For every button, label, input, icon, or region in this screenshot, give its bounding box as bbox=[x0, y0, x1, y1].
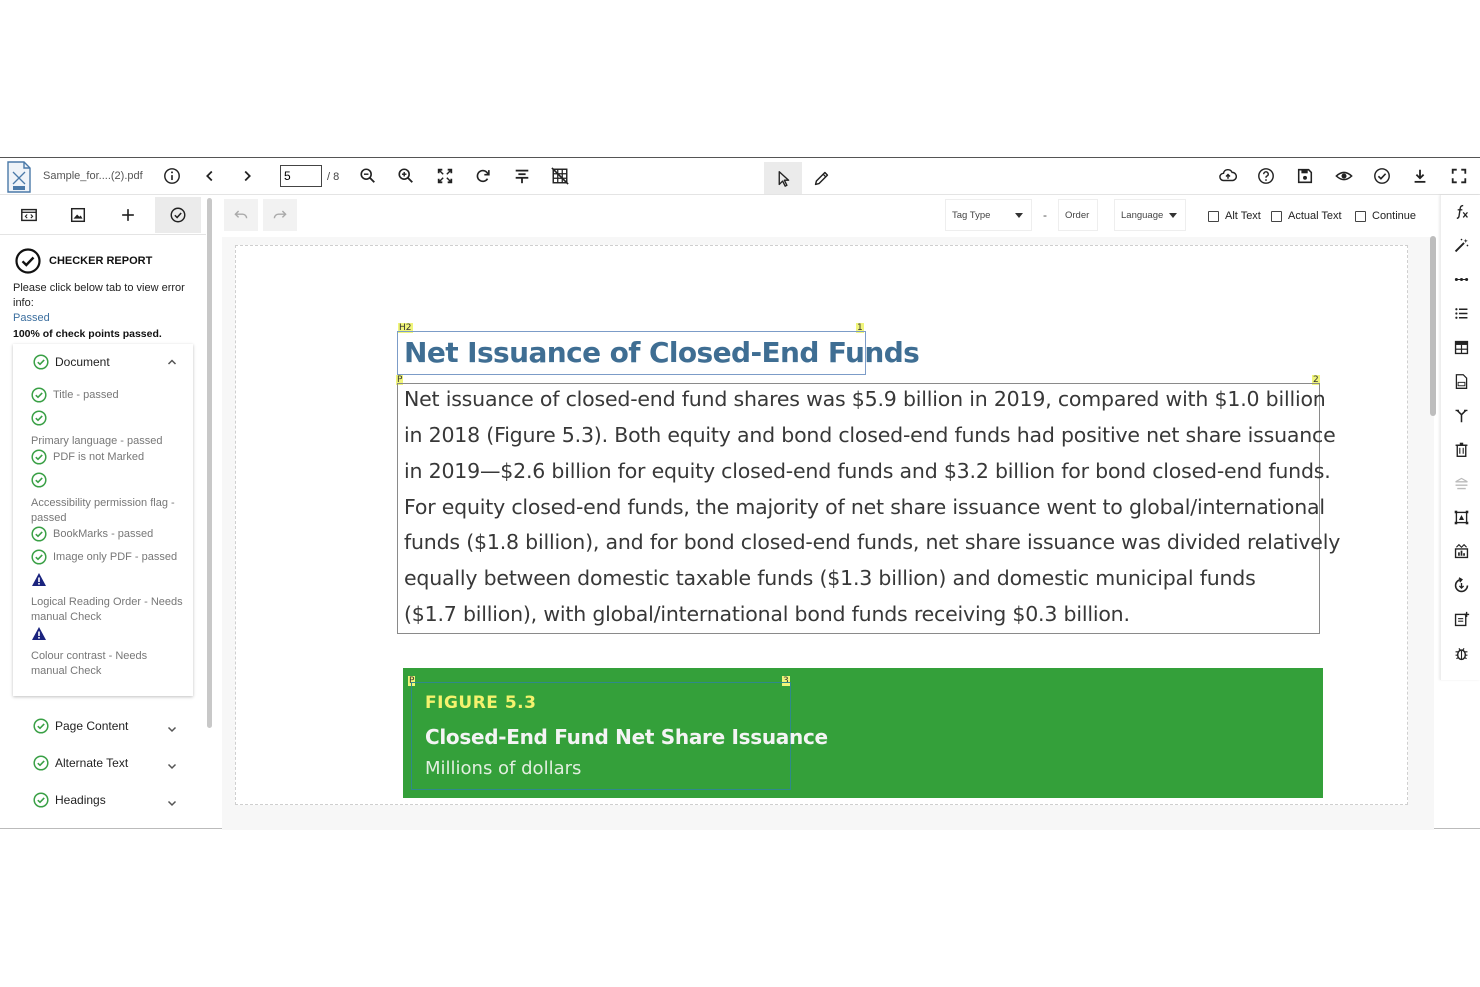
chart-tool-button[interactable] bbox=[1447, 537, 1475, 565]
checkbox-box[interactable] bbox=[1208, 211, 1219, 222]
check-item-image-only: Image only PDF - passed bbox=[31, 549, 186, 565]
checkbox-box[interactable] bbox=[1355, 211, 1366, 222]
actual-text-checkbox[interactable] bbox=[1271, 210, 1342, 222]
paragraph-tag-box[interactable] bbox=[397, 383, 1341, 634]
heading-tag-box[interactable] bbox=[397, 331, 920, 375]
continue-checkbox[interactable] bbox=[1355, 210, 1416, 222]
section-headings[interactable]: Headings bbox=[33, 792, 106, 808]
plus-icon bbox=[119, 206, 137, 224]
chevron-down-icon[interactable] bbox=[166, 760, 178, 772]
check-item-pdf-marked: PDF is not Marked bbox=[31, 449, 186, 465]
bug-icon bbox=[1453, 645, 1470, 662]
checker-report-panel bbox=[0, 236, 206, 830]
reading-order-button[interactable] bbox=[506, 158, 538, 194]
check-circle-icon bbox=[31, 410, 47, 426]
zoom-in-button[interactable] bbox=[390, 158, 422, 194]
figure-order-badge[interactable]: 3 bbox=[783, 676, 789, 686]
sync-arrows-icon bbox=[1453, 577, 1470, 594]
reorder-tool-button[interactable] bbox=[1447, 571, 1475, 599]
check-circle-icon bbox=[31, 472, 47, 488]
alt-text-checkbox[interactable] bbox=[1208, 210, 1261, 222]
order-label: Order bbox=[1065, 209, 1090, 221]
alt-text-label: Alt Text bbox=[1225, 210, 1261, 222]
check-item-accessibility-flag: Accessibility permission flag - passed bbox=[31, 472, 186, 526]
document-tool-button[interactable] bbox=[1447, 367, 1475, 395]
figure-tag-box[interactable] bbox=[411, 682, 828, 790]
paragraph-line: equally between domestic taxable funds ($1.3 billion) and domestic municipal funds bbox=[404, 566, 1256, 590]
file-document-icon bbox=[1453, 373, 1470, 390]
table-icon bbox=[1453, 339, 1470, 356]
list-tool-button[interactable] bbox=[1447, 299, 1475, 327]
grid-overlay-button[interactable] bbox=[544, 158, 576, 194]
checker-info-text: Please click below tab to view error info: bbox=[13, 282, 185, 309]
figure-tag-badge[interactable]: P bbox=[409, 676, 415, 686]
artifact-tool-button[interactable] bbox=[1447, 469, 1475, 497]
note-add-icon bbox=[1453, 611, 1470, 628]
document-section-header[interactable] bbox=[33, 354, 110, 370]
left-panel-scrollbar[interactable] bbox=[207, 198, 212, 728]
paragraph-tag-badge[interactable]: P bbox=[397, 375, 403, 385]
check-circle-icon bbox=[1373, 167, 1391, 185]
redo-icon bbox=[272, 207, 288, 223]
check-item-colour-contrast: Colour contrast - Needs manual Check bbox=[31, 626, 186, 679]
pdf-file-icon bbox=[6, 161, 32, 193]
info-button[interactable] bbox=[156, 158, 188, 194]
image-icon bbox=[69, 206, 87, 224]
check-circle-icon bbox=[33, 354, 49, 370]
table-tool-button[interactable] bbox=[1447, 333, 1475, 361]
page-number-input[interactable] bbox=[280, 165, 322, 187]
tab-tags[interactable] bbox=[6, 197, 52, 233]
code-window-icon bbox=[20, 206, 38, 224]
auto-tag-button[interactable] bbox=[1447, 231, 1475, 259]
list-icon bbox=[1453, 305, 1470, 322]
download-button[interactable] bbox=[1404, 158, 1436, 194]
file-name: Sample_for....(2).pdf bbox=[43, 170, 143, 182]
tab-add[interactable] bbox=[105, 197, 151, 233]
tag-type-label: Tag Type bbox=[952, 209, 991, 221]
figure-title: Closed-End Fund Net Share Issuance bbox=[425, 725, 828, 749]
section-page-content[interactable]: Page Content bbox=[33, 718, 128, 734]
help-icon bbox=[1257, 167, 1275, 185]
magic-wand-icon bbox=[1453, 237, 1470, 254]
figure-label: FIGURE 5.3 bbox=[425, 693, 537, 713]
draw-tool-button[interactable] bbox=[804, 162, 838, 194]
undo-button[interactable] bbox=[224, 199, 258, 231]
caret-down-icon bbox=[1015, 213, 1023, 218]
warning-triangle-icon bbox=[31, 626, 47, 641]
check-accessibility-button[interactable] bbox=[1366, 158, 1398, 194]
heading-order-badge[interactable]: 1 bbox=[857, 323, 863, 333]
paragraph-line: Net issuance of closed-end fund shares was $5.9 billion in 2019, compared with $1.0 billion bbox=[404, 387, 1326, 411]
upload-cloud-button[interactable] bbox=[1212, 158, 1244, 194]
main-toolbar bbox=[0, 158, 1480, 195]
delete-tool-button[interactable] bbox=[1447, 435, 1475, 463]
warning-triangle-icon bbox=[31, 572, 47, 587]
paragraph-line: funds ($1.8 billion), and for bond closed-end funds, net share issuance was divided relatively bbox=[404, 530, 1341, 554]
figure-banner bbox=[403, 668, 1323, 798]
document-section-card bbox=[13, 344, 193, 696]
left-panel-tabs bbox=[0, 195, 206, 235]
overall-status: Passed bbox=[13, 312, 50, 324]
check-circle-icon bbox=[169, 206, 187, 224]
paragraph-line: ($1.7 billion), with global/international bond funds receiving $0.3 billion. bbox=[404, 602, 1130, 626]
separator-dash: - bbox=[1043, 208, 1047, 222]
cloud-upload-icon bbox=[1219, 167, 1237, 185]
page-heading: Net Issuance of Closed-End Funds bbox=[404, 336, 920, 369]
paragraph-order-badge[interactable]: 2 bbox=[1313, 375, 1319, 385]
save-button[interactable] bbox=[1289, 158, 1321, 194]
cursor-arrow-icon bbox=[775, 170, 792, 187]
select-tool-button[interactable] bbox=[764, 162, 802, 194]
redo-button[interactable] bbox=[263, 199, 297, 231]
pencil-icon bbox=[813, 170, 830, 187]
continue-label: Continue bbox=[1372, 210, 1417, 222]
more-horizontal-icon bbox=[1453, 271, 1470, 288]
check-item-reading-order: Logical Reading Order - Needs manual Check bbox=[31, 572, 186, 625]
image-frame-icon bbox=[1453, 509, 1470, 526]
grid-off-icon bbox=[551, 167, 569, 185]
checker-report-title: CHECKER REPORT bbox=[49, 255, 153, 267]
pdf-page bbox=[235, 245, 1408, 805]
function-icon bbox=[1453, 203, 1470, 220]
formula-tool-button[interactable] bbox=[1447, 197, 1475, 225]
eye-icon bbox=[1335, 167, 1353, 185]
tab-images[interactable] bbox=[55, 197, 101, 233]
zoom-out-icon bbox=[359, 167, 377, 185]
check-circle-icon bbox=[33, 755, 49, 771]
help-button[interactable] bbox=[1250, 158, 1282, 194]
check-circle-icon bbox=[33, 718, 49, 734]
rotate-button[interactable] bbox=[467, 158, 499, 194]
note-tool-button[interactable] bbox=[1447, 605, 1475, 633]
checkpoints-summary: 100% of check points passed. bbox=[13, 328, 162, 340]
report-check-icon bbox=[15, 248, 41, 274]
chevron-down-icon[interactable] bbox=[166, 797, 178, 809]
checker-report-header bbox=[15, 248, 152, 274]
chart-box-icon bbox=[1453, 543, 1470, 560]
paragraph-line: in 2018 (Figure 5.3). Both equity and bond closed-end funds had positive net share issuance bbox=[404, 423, 1336, 447]
next-page-button[interactable] bbox=[231, 158, 263, 194]
document-section-label: Document bbox=[55, 355, 110, 369]
section-alternate-text[interactable]: Alternate Text bbox=[33, 755, 128, 771]
language-label: Language bbox=[1121, 209, 1164, 221]
checkbox-box[interactable] bbox=[1271, 211, 1282, 222]
merge-tool-button[interactable] bbox=[1447, 401, 1475, 429]
merge-icon bbox=[1453, 407, 1470, 424]
align-lines-icon bbox=[513, 167, 531, 185]
check-circle-icon bbox=[31, 549, 47, 565]
previous-page-button[interactable] bbox=[194, 158, 226, 194]
tag-type-dropdown[interactable] bbox=[945, 199, 1032, 231]
fullscreen-icon bbox=[436, 167, 454, 185]
check-circle-icon bbox=[31, 387, 47, 403]
order-field[interactable] bbox=[1058, 199, 1098, 231]
right-tool-rail bbox=[1440, 195, 1480, 680]
more-options-button[interactable] bbox=[1447, 265, 1475, 293]
download-icon bbox=[1411, 167, 1429, 185]
check-circle-icon bbox=[33, 792, 49, 808]
language-dropdown[interactable] bbox=[1114, 199, 1186, 231]
chevron-right-icon bbox=[238, 167, 256, 185]
document-viewer bbox=[222, 237, 1434, 830]
actual-text-label: Actual Text bbox=[1288, 210, 1342, 222]
info-icon bbox=[163, 167, 181, 185]
fit-page-button[interactable] bbox=[429, 158, 461, 194]
heading-tag-badge[interactable]: H2 bbox=[399, 323, 412, 333]
check-item-primary-language: Primary language - passed bbox=[31, 410, 186, 449]
undo-icon bbox=[233, 207, 249, 223]
layers-disabled-icon bbox=[1453, 475, 1470, 492]
paragraph-line: For equity closed-end funds, the majority of net share issuance went to global/international bbox=[404, 495, 1325, 519]
preview-button[interactable] bbox=[1328, 158, 1360, 194]
expand-icon bbox=[1450, 167, 1468, 185]
zoom-out-button[interactable] bbox=[352, 158, 384, 194]
check-circle-icon bbox=[31, 449, 47, 465]
pdf-accessibility-app bbox=[0, 157, 1480, 829]
paragraph-line: in 2019—$2.6 billion for equity closed-end funds and $3.2 billion for bond closed-end funds. bbox=[404, 459, 1331, 483]
save-icon bbox=[1296, 167, 1314, 185]
check-circle-icon bbox=[31, 526, 47, 542]
tab-checker[interactable] bbox=[155, 197, 201, 233]
page-total: / 8 bbox=[327, 171, 340, 183]
chevron-left-icon bbox=[201, 167, 219, 185]
viewer-scrollbar[interactable] bbox=[1430, 236, 1436, 416]
caret-down-icon bbox=[1169, 213, 1177, 218]
figure-subtitle: Millions of dollars bbox=[425, 758, 582, 779]
refresh-icon bbox=[474, 167, 492, 185]
chevron-down-icon[interactable] bbox=[166, 723, 178, 735]
figure-tool-button[interactable] bbox=[1447, 503, 1475, 531]
chevron-up-icon[interactable] bbox=[166, 356, 178, 368]
trash-icon bbox=[1453, 441, 1470, 458]
check-item-title: Title - passed bbox=[31, 387, 186, 403]
zoom-in-icon bbox=[397, 167, 415, 185]
fullscreen-button[interactable] bbox=[1443, 158, 1475, 194]
debug-tool-button[interactable] bbox=[1447, 639, 1475, 667]
check-item-bookmarks: BookMarks - passed bbox=[31, 526, 186, 542]
tag-properties-toolbar bbox=[222, 195, 1434, 237]
